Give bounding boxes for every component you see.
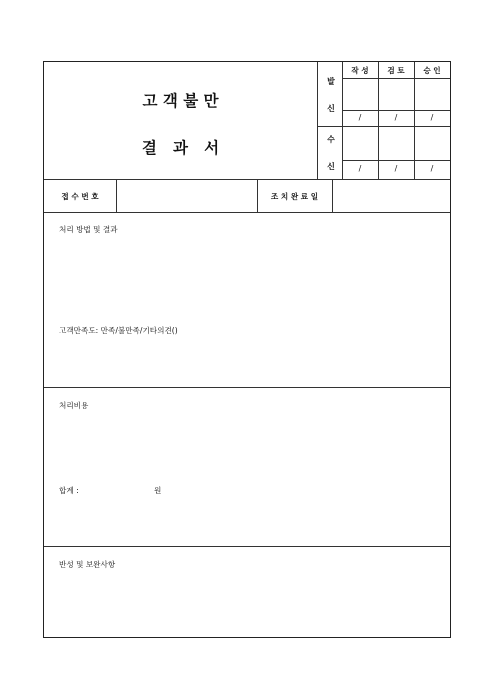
document-title-line1: 고 객 불 만: [142, 92, 219, 110]
sender-date-approve: /: [430, 113, 434, 122]
receipt-number-label: 접 수 번 호: [61, 192, 99, 201]
sender-label-top: 발: [327, 77, 335, 86]
section-process-result-title: 처리 방법 및 결과: [59, 225, 118, 234]
approval-header-write: 작 성: [351, 66, 369, 75]
row-divider: [44, 179, 450, 180]
receiver-date-review: /: [394, 164, 398, 173]
approval-grid-line: [342, 110, 450, 111]
approval-grid-line: [342, 160, 450, 161]
sender-label-bottom: 신: [327, 104, 335, 113]
receiver-label-bottom: 신: [327, 162, 335, 171]
completion-date-label: 조 치 완 료 일: [270, 192, 319, 201]
sender-date-write: /: [358, 113, 362, 122]
row-divider: [44, 212, 450, 213]
approval-header-review: 검 토: [387, 66, 405, 75]
row-divider: [332, 179, 333, 212]
section-divider: [44, 387, 450, 388]
total-unit: 원: [154, 486, 162, 495]
section-divider: [44, 546, 450, 547]
document-title-line2: 결 과 서: [141, 139, 220, 157]
section-cost-title: 처리비용: [59, 401, 89, 410]
approval-grid-line: [342, 78, 450, 79]
receiver-date-write: /: [358, 164, 362, 173]
sender-date-review: /: [394, 113, 398, 122]
receiver-label-top: 수: [327, 135, 335, 144]
receiver-date-approve: /: [430, 164, 434, 173]
approval-header-approve: 승 인: [423, 66, 441, 75]
title-divider: [317, 62, 318, 179]
total-label: 합계 :: [59, 486, 79, 495]
row-divider: [116, 179, 117, 212]
complaint-result-form: [43, 61, 451, 638]
section-reflection-title: 반성 및 보완사항: [59, 560, 116, 569]
customer-satisfaction-line: 고객만족도: 만족/불만족/기타의견(): [59, 326, 178, 335]
approval-grid-line: [317, 126, 450, 127]
